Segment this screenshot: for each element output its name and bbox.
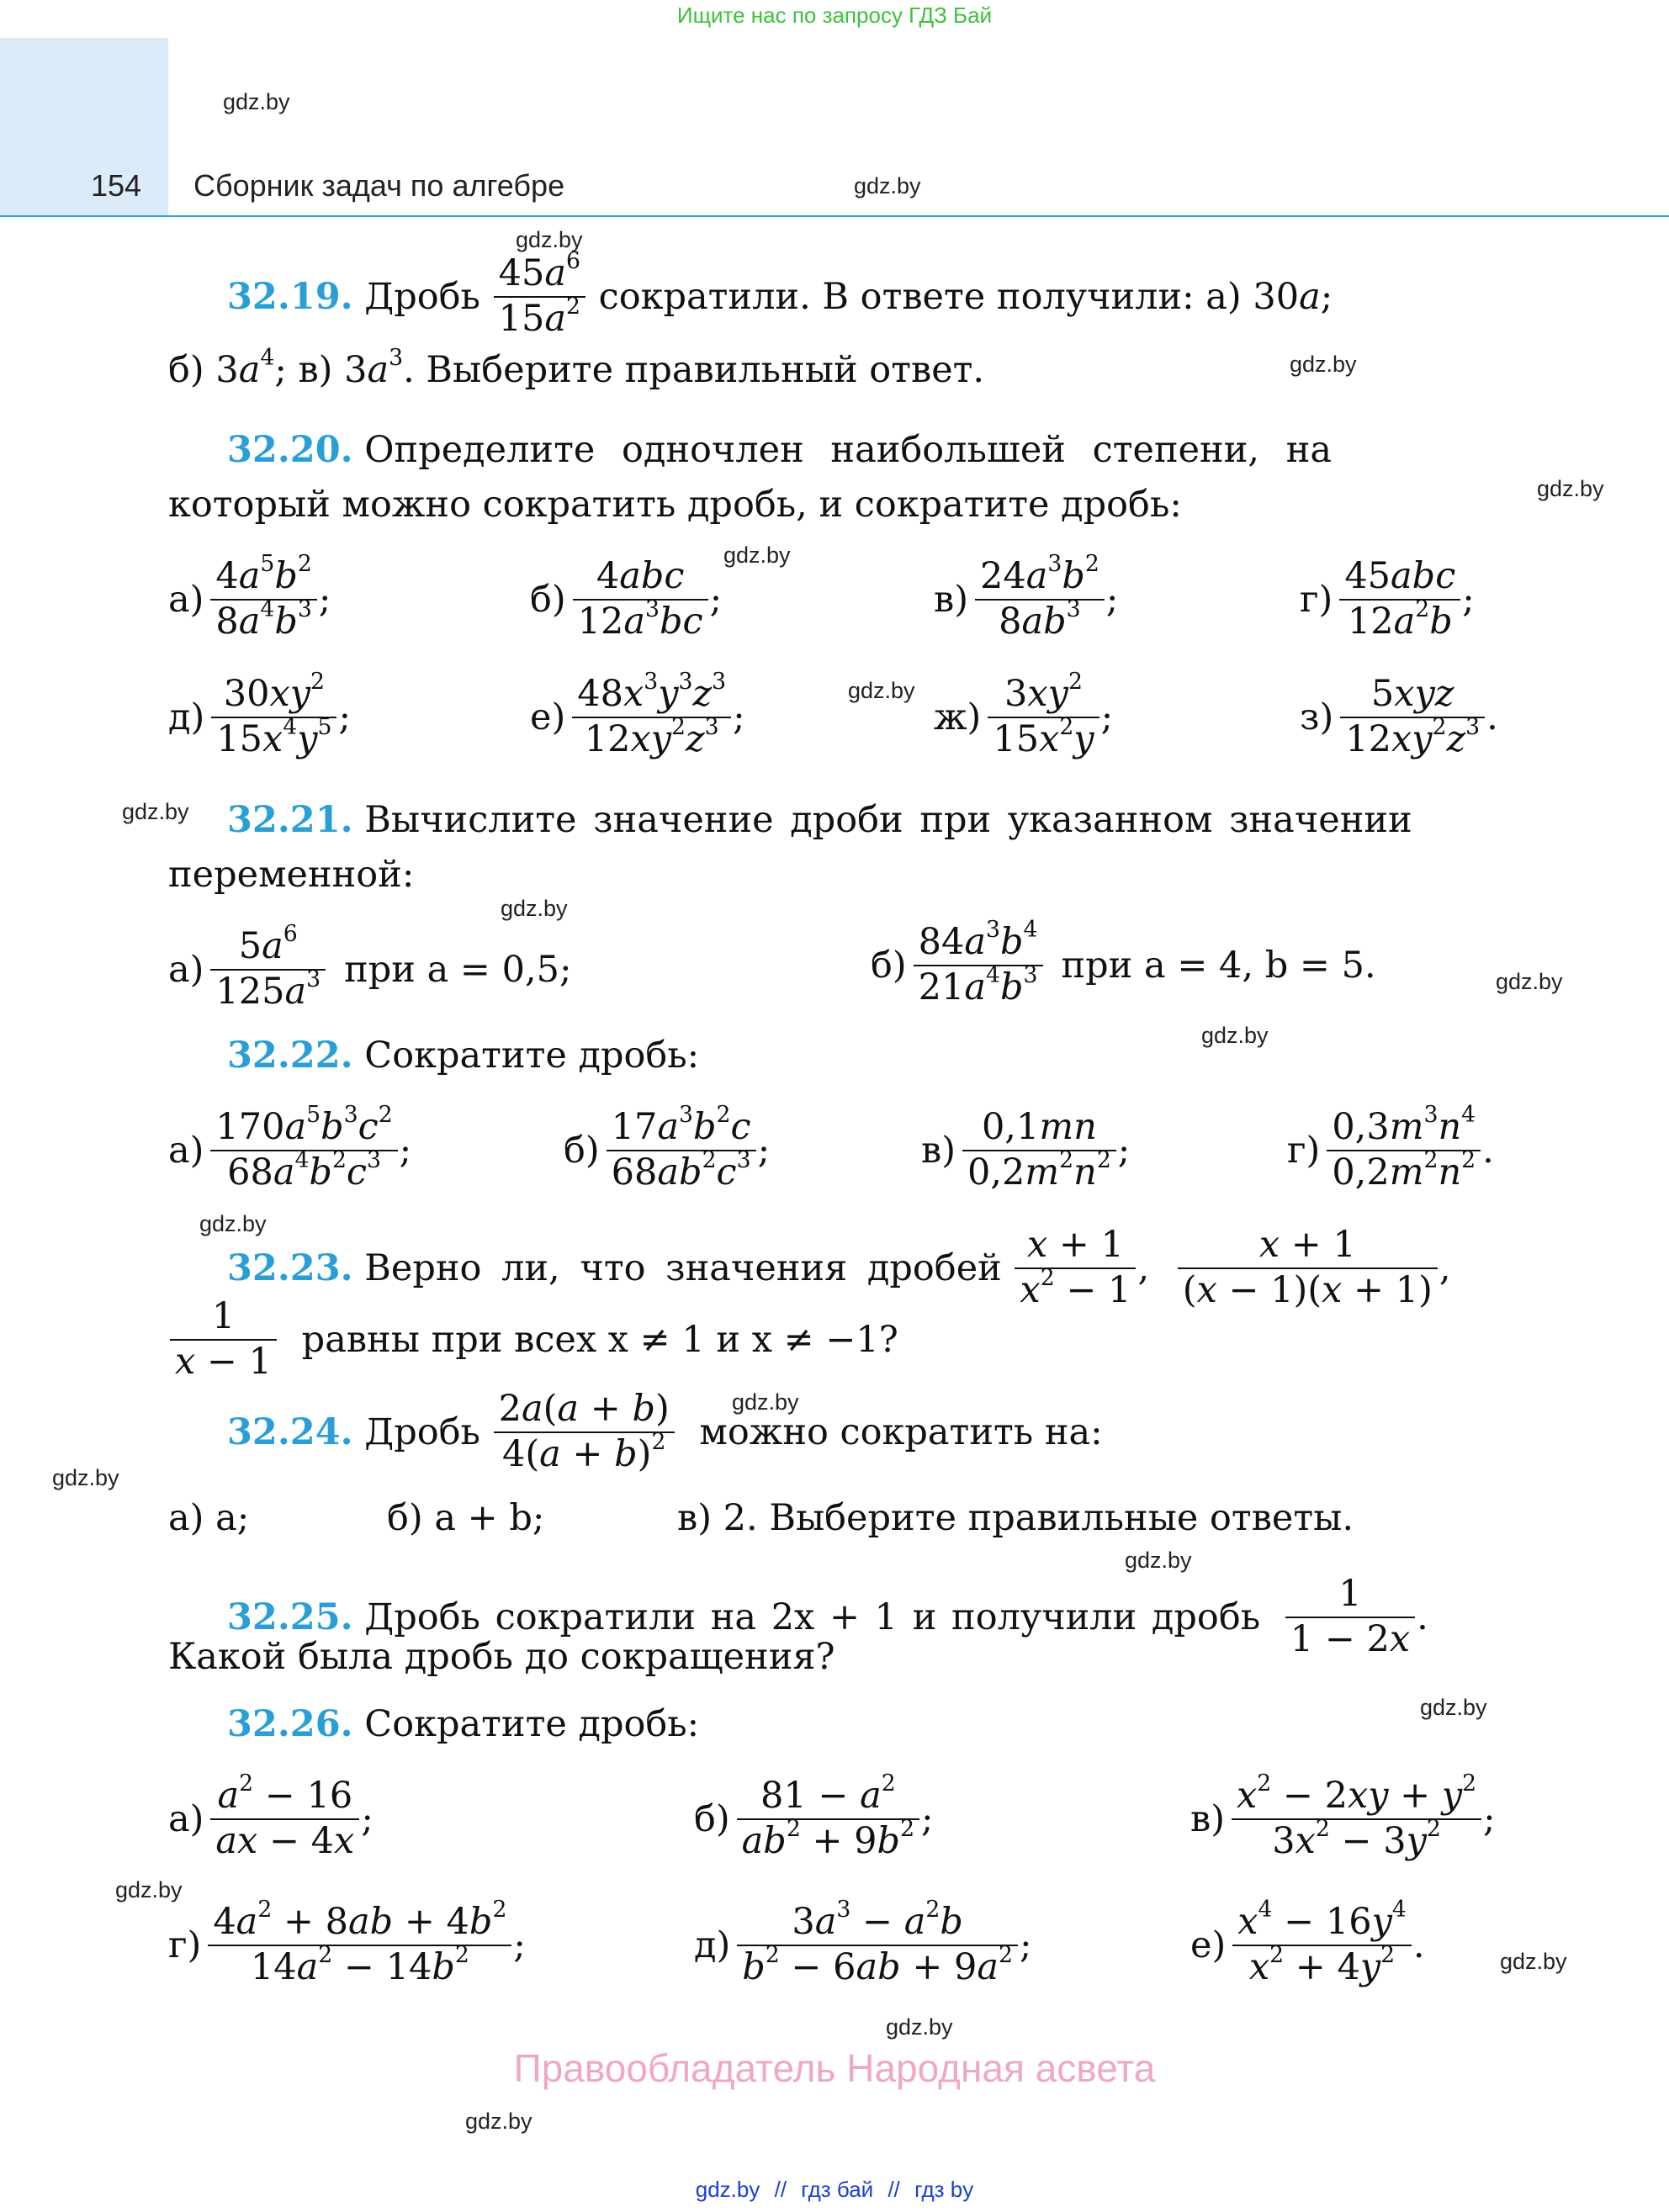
punct: ; bbox=[1105, 578, 1119, 621]
problem-32-21-line2 bbox=[168, 854, 414, 896]
punct: ; bbox=[338, 696, 351, 738]
fraction bbox=[962, 1106, 1116, 1194]
fraction bbox=[1232, 1770, 1481, 1863]
fraction bbox=[1340, 673, 1485, 761]
text: равны при всех x ≠ 1 и x ≠ −1? bbox=[301, 1318, 898, 1361]
problem-32-20-line2 bbox=[168, 484, 1182, 526]
numerator: $84a^3b^4$ bbox=[914, 921, 1043, 966]
watermark: gdz.by bbox=[886, 2014, 953, 2040]
denominator: $12a^3bc$ bbox=[577, 595, 703, 643]
fraction bbox=[494, 1388, 675, 1476]
problem-32-21-line1 bbox=[227, 799, 1412, 841]
variable: a bbox=[1299, 275, 1321, 318]
denominator: $21a^4b^3$ bbox=[918, 961, 1038, 1008]
denominator: $x^2 - 1$ bbox=[1020, 1264, 1131, 1311]
p20-item-a bbox=[168, 551, 331, 643]
denominator: $0,2m^2n^2$ bbox=[967, 1146, 1111, 1193]
book-title: Сборник задач по алгебре bbox=[193, 168, 565, 203]
item-label: б) bbox=[694, 1797, 730, 1840]
text: Вычислите значение дроби при указанном значении bbox=[364, 799, 1412, 841]
numerator: $4a^5b^2$ bbox=[210, 555, 316, 601]
denominator: $x^2 + 4y^2$ bbox=[1248, 1941, 1396, 1988]
text: . Выберите правильный ответ. bbox=[403, 349, 985, 391]
text: б) 3 bbox=[168, 349, 239, 391]
punct: ; bbox=[1117, 1129, 1131, 1172]
punct: ; bbox=[1462, 578, 1475, 621]
text: ; в) 3 bbox=[274, 349, 368, 391]
denominator: $3x^2 - 3y^2$ bbox=[1272, 1815, 1441, 1862]
numerator: 0,1mn bbox=[962, 1106, 1116, 1151]
p22-item-d bbox=[1287, 1102, 1494, 1194]
text: ; bbox=[1320, 275, 1333, 318]
numerator: x + 1 bbox=[1015, 1224, 1136, 1269]
numerator: $x^4 - 16y^4$ bbox=[1232, 1901, 1412, 1946]
numerator: $48x^3y^3z^3$ bbox=[572, 673, 731, 718]
watermark: gdz.by bbox=[516, 227, 583, 252]
p26-item-c bbox=[1190, 1770, 1496, 1863]
watermark: gdz.by bbox=[1290, 352, 1357, 377]
problem-number: 32.21. bbox=[227, 799, 353, 841]
numerator: $3xy^2$ bbox=[988, 673, 1099, 718]
fraction bbox=[573, 555, 708, 643]
item-label: д) bbox=[168, 696, 205, 738]
fraction bbox=[208, 1897, 511, 1989]
p21-item-a bbox=[168, 921, 572, 1013]
header-color-block bbox=[0, 38, 168, 217]
numerator: $0,3m^3n^4$ bbox=[1327, 1106, 1481, 1151]
denominator: $12a^2b$ bbox=[1347, 595, 1453, 643]
p20-item-d bbox=[1300, 555, 1475, 643]
numerator: $170a^5b^3c^2$ bbox=[210, 1106, 397, 1151]
item-label: в) bbox=[1190, 1797, 1225, 1840]
problem-number: 32.23. bbox=[227, 1246, 353, 1289]
exponent: 3 bbox=[389, 345, 404, 372]
punct: . bbox=[1482, 1129, 1494, 1172]
text: Дробь bbox=[364, 275, 480, 318]
fraction bbox=[1327, 1102, 1481, 1194]
fraction bbox=[210, 1770, 359, 1863]
text: сократили. В ответе получили: а) 30 bbox=[598, 275, 1300, 318]
item-label: е) bbox=[530, 696, 566, 738]
problem-32-24-line1 bbox=[227, 1388, 1103, 1476]
item-label: е) bbox=[1190, 1924, 1227, 1966]
p20-item-c bbox=[934, 551, 1119, 643]
numerator: 4abc bbox=[573, 555, 708, 601]
page-number: 154 bbox=[91, 168, 142, 203]
numerator: $17a^3b^2c$ bbox=[607, 1106, 756, 1151]
p26-item-b bbox=[694, 1770, 934, 1863]
item-label: б) bbox=[564, 1129, 600, 1172]
fraction bbox=[1285, 1573, 1415, 1661]
watermark: gdz.by bbox=[1500, 1949, 1567, 1974]
watermark: gdz.by bbox=[1496, 969, 1563, 994]
watermark: gdz.by bbox=[723, 542, 791, 568]
denominator: $15x^2y$ bbox=[993, 713, 1094, 760]
watermark: gdz.by bbox=[854, 173, 921, 198]
watermark: gdz.by bbox=[848, 678, 915, 703]
problem-32-22-line1 bbox=[227, 1035, 699, 1077]
text: Сократите дробь: bbox=[364, 1703, 700, 1745]
footer-link-gdz-bai[interactable]: гдз бай bbox=[801, 2177, 874, 2202]
p24-option-c: в) 2. Выберите правильные ответы. bbox=[677, 1497, 1354, 1539]
footer-separator: // bbox=[887, 2177, 900, 2202]
variable: a bbox=[367, 349, 389, 391]
p20-item-h bbox=[1300, 673, 1498, 761]
item-label: з) bbox=[1300, 696, 1334, 738]
fraction bbox=[607, 1102, 756, 1194]
text: Сократите дробь: bbox=[364, 1035, 700, 1077]
fraction bbox=[1015, 1224, 1136, 1312]
text: который можно сократить дробь, и сократите дробь: bbox=[168, 484, 1182, 526]
condition: при a = 4, b = 5. bbox=[1061, 944, 1376, 987]
fraction bbox=[494, 248, 585, 341]
problem-32-20-line1 bbox=[227, 429, 1332, 471]
fraction bbox=[988, 669, 1099, 761]
watermark: gdz.by bbox=[199, 1211, 267, 1236]
fraction bbox=[975, 551, 1105, 643]
fraction bbox=[572, 669, 731, 761]
denominator: ax − 4x bbox=[215, 1819, 355, 1862]
numerator: 5xyz bbox=[1340, 673, 1485, 718]
fraction bbox=[737, 1770, 919, 1863]
denominator: 1 − 2x bbox=[1290, 1617, 1411, 1660]
problem-number: 32.19. bbox=[227, 275, 353, 318]
p26-item-d bbox=[168, 1897, 526, 1989]
footer-links bbox=[0, 2177, 1669, 2203]
item-label: б) bbox=[871, 944, 907, 987]
punct: , bbox=[1137, 1246, 1150, 1289]
watermark: gdz.by bbox=[52, 1465, 119, 1490]
numerator: 1 bbox=[170, 1295, 277, 1341]
item-label: а) bbox=[168, 948, 204, 991]
punct: ; bbox=[921, 1797, 934, 1840]
denominator: $15x^4y^5$ bbox=[216, 713, 332, 760]
p24-option-a: а) a; bbox=[168, 1497, 250, 1539]
item-label: б) bbox=[530, 578, 566, 621]
numerator: $5a^6$ bbox=[210, 925, 326, 971]
fraction bbox=[211, 669, 336, 761]
fraction bbox=[170, 1295, 277, 1384]
p20-item-f bbox=[530, 669, 745, 761]
numerator: $4a^2 + 8ab + 4b^2$ bbox=[208, 1901, 511, 1946]
punct: ; bbox=[399, 1129, 412, 1172]
text: можно сократить на: bbox=[699, 1410, 1103, 1453]
punct: ; bbox=[757, 1129, 771, 1172]
item-label: г) bbox=[168, 1924, 202, 1966]
p20-item-b bbox=[530, 555, 722, 643]
exponent: 4 bbox=[260, 345, 275, 372]
denominator: $4(a + b)^2$ bbox=[501, 1428, 666, 1475]
watermark: gdz.by bbox=[122, 799, 189, 824]
denominator: $8ab^3$ bbox=[999, 595, 1081, 643]
numerator: x + 1 bbox=[1178, 1224, 1438, 1269]
denominator: $ab^2 + 9b^2$ bbox=[741, 1815, 915, 1862]
numerator: $a^2 - 16$ bbox=[210, 1775, 359, 1820]
denominator: $0,2m^2n^2$ bbox=[1332, 1146, 1476, 1193]
fraction bbox=[914, 917, 1043, 1009]
denominator: $15a^2$ bbox=[498, 293, 580, 340]
p20-item-g bbox=[934, 669, 1114, 761]
fraction bbox=[210, 551, 316, 643]
problem-number: 32.22. bbox=[227, 1035, 353, 1077]
p21-item-b bbox=[871, 917, 1376, 1009]
problem-32-25-line2 bbox=[168, 1636, 835, 1678]
watermark: gdz.by bbox=[1201, 1023, 1269, 1048]
watermark: gdz.by bbox=[465, 2109, 532, 2134]
fraction bbox=[210, 921, 326, 1013]
punct: ; bbox=[1100, 696, 1114, 738]
numerator: $24a^3b^2$ bbox=[975, 555, 1105, 601]
punct: ; bbox=[361, 1797, 374, 1840]
item-label: д) bbox=[694, 1924, 731, 1966]
top-banner[interactable]: Ищите нас по запросу ГДЗ Бай bbox=[676, 3, 993, 28]
denominator: (x − 1)(x + 1) bbox=[1182, 1268, 1433, 1311]
numerator: $30xy^2$ bbox=[211, 673, 336, 718]
text: Какой была дробь до сокращения? bbox=[168, 1636, 835, 1678]
denominator: $14a^2 - 14b^2$ bbox=[250, 1941, 469, 1988]
problem-32-19-line2 bbox=[168, 345, 985, 391]
text: Верно ли, что значения дробей bbox=[364, 1246, 1002, 1289]
problem-number: 32.20. bbox=[227, 429, 353, 471]
fraction bbox=[1339, 555, 1460, 643]
text: переменной: bbox=[168, 854, 415, 896]
denominator: $8a^4b^3$ bbox=[215, 595, 312, 643]
header-rule bbox=[0, 215, 1669, 217]
item-label: а) bbox=[168, 578, 204, 621]
numerator: $45a^6$ bbox=[494, 252, 585, 298]
punct: ; bbox=[318, 578, 331, 621]
footer-separator: // bbox=[774, 2177, 787, 2202]
watermark: gdz.by bbox=[501, 896, 568, 921]
punct: , bbox=[1439, 1246, 1451, 1289]
denominator: $12xy^2z^3$ bbox=[1345, 713, 1481, 760]
numerator: $x^2 - 2xy + y^2$ bbox=[1232, 1775, 1481, 1820]
condition: при a = 0,5; bbox=[344, 948, 572, 991]
punct: . bbox=[1486, 696, 1498, 738]
copyright-notice: Правообладатель Народная асвета bbox=[513, 2046, 1156, 2090]
text: Дробь bbox=[364, 1410, 480, 1453]
denominator: $68a^4b^2c^3$ bbox=[227, 1146, 381, 1193]
problem-number: 32.25. bbox=[227, 1595, 353, 1638]
text: Дробь сократили на 2x + 1 и получили дробь bbox=[364, 1595, 1261, 1638]
item-label: а) bbox=[168, 1797, 204, 1840]
punct: . bbox=[1412, 1924, 1425, 1966]
punct: . bbox=[1417, 1595, 1428, 1638]
watermark: gdz.by bbox=[732, 1389, 799, 1415]
punct: ; bbox=[513, 1924, 526, 1966]
problem-32-19-line1 bbox=[227, 248, 1333, 341]
p24-option-b: б) a + b; bbox=[387, 1497, 545, 1539]
item-label: г) bbox=[1300, 578, 1333, 621]
watermark: gdz.by bbox=[1420, 1695, 1487, 1720]
problem-number: 32.26. bbox=[227, 1703, 353, 1745]
text: Определите одночлен наибольшей степени, на bbox=[364, 429, 1333, 471]
p26-item-a bbox=[168, 1770, 374, 1863]
item-label: г) bbox=[1287, 1129, 1321, 1172]
denominator: $12xy^2z^3$ bbox=[584, 713, 719, 760]
fraction bbox=[1232, 1897, 1412, 1989]
watermark: gdz.by bbox=[115, 1877, 183, 1902]
variable: a bbox=[238, 349, 261, 391]
problem-32-26-line1 bbox=[227, 1703, 699, 1745]
footer-link-gdz-by-cyr[interactable]: гдз by bbox=[914, 2177, 974, 2202]
numerator: $3a^3 - a^2b$ bbox=[737, 1901, 1018, 1946]
footer-link-gdz-by[interactable]: gdz.by bbox=[695, 2177, 760, 2202]
punct: ; bbox=[1020, 1924, 1032, 1966]
p20-item-e bbox=[168, 669, 351, 761]
denominator: $b^2 - 6ab + 9a^2$ bbox=[742, 1941, 1014, 1988]
numerator: 45abc bbox=[1339, 555, 1460, 601]
p26-item-f bbox=[1190, 1897, 1425, 1989]
p26-item-e bbox=[694, 1897, 1032, 1989]
numerator: $81 - a^2$ bbox=[737, 1775, 919, 1820]
denominator: $125a^3$ bbox=[215, 966, 321, 1013]
fraction bbox=[210, 1102, 397, 1194]
p22-item-a bbox=[168, 1102, 412, 1194]
numerator: 1 bbox=[1285, 1573, 1415, 1618]
punct: ; bbox=[709, 578, 723, 621]
denominator: x − 1 bbox=[175, 1340, 272, 1383]
watermark: gdz.by bbox=[1537, 476, 1604, 501]
p22-item-b bbox=[564, 1102, 771, 1194]
item-label: а) bbox=[168, 1129, 204, 1172]
problem-number: 32.24. bbox=[227, 1410, 353, 1453]
fraction bbox=[737, 1897, 1018, 1989]
watermark: gdz.by bbox=[1125, 1548, 1192, 1573]
numerator: 2a(a + b) bbox=[494, 1388, 675, 1433]
watermark: gdz.by bbox=[223, 89, 290, 114]
problem-32-23-line2 bbox=[168, 1295, 898, 1384]
p22-item-c bbox=[921, 1106, 1130, 1194]
denominator: $68ab^2c^3$ bbox=[611, 1146, 751, 1193]
fraction bbox=[1178, 1224, 1438, 1312]
item-label: в) bbox=[921, 1129, 956, 1172]
punct: ; bbox=[1483, 1797, 1496, 1840]
item-label: в) bbox=[934, 578, 968, 621]
item-label: ж) bbox=[934, 696, 982, 738]
punct: ; bbox=[733, 696, 745, 738]
